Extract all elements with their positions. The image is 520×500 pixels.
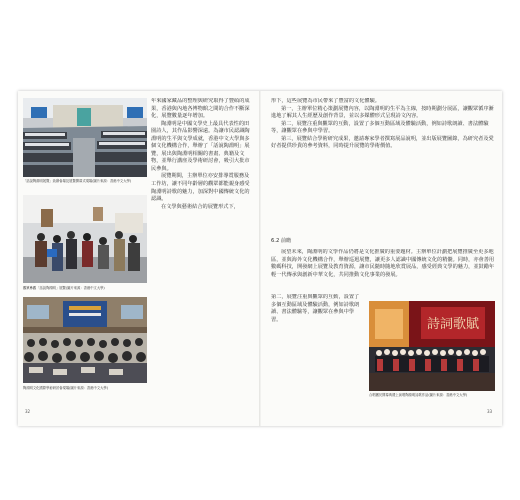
left-paragraph: 在文學與藝術結合的展覽形式下，: [161, 203, 239, 210]
photo-auditorium-caption: 「話說陶淵明展覽」致辭會場及展覽開幕式現場(圖片來源：香港中文大學): [23, 179, 132, 183]
photo-exhibition-visitors-caption: 觀眾參觀「話說陶淵明」展覽(圖片來源：香港中文大學): [23, 286, 105, 290]
photo-exhibition-visitors: [23, 195, 147, 283]
right-paragraph: 第一，主辦單位精心策劃展覽內容，以陶淵明的生平為主線，按時期劃分展區，讓觀眾循序漸進地了解其人生經歷及創作背景，並以多媒體形式呈現詩文內容。: [271, 105, 494, 120]
photo-symposium-caption: 陶淵明文化國際學術研討會現場(圖片來源：香港中文大學): [23, 386, 108, 390]
right-paragraph: 第三，展覽結合學術研究成果，邀請專家學者撰寫展品說明，並出版展覽圖錄，為研究者及愛好者提供珍貴的參考資料，同時提升展覽的學術價值。: [271, 135, 494, 150]
right-paragraph: 形下，這些展覽為市民帶來了豐富的文化體驗。: [271, 98, 380, 104]
book-spread: [18, 91, 502, 426]
right-paragraph: 展望未來，陶淵明的文學作品仍將是文化推廣的重要題材。主辦單位計劃把展覽推廣至更多地區，並與海外文化機構合作，舉辦巡迴展覽，讓更多人認識中國傳統文化的精髓。同時，亦會善用數碼科技，開發網上展覽及教育資源，讓市民隨時隨地欣賞展品，感受經典文學的魅力，並鼓勵年輕一代傳承與創新中華文化，共同推動文化事業的發展。: [271, 249, 495, 278]
photo-choir-caption: 合唱團於開幕典禮上演唱陶淵明詩歌作品(圖片來源：香港中文大學): [369, 393, 468, 397]
left-paragraph: 年來國家藏品的整理與研究取得了豐碩的成果，香港與內地各博物館之間的合作不斷深化，展覽數量逐年增加。: [151, 98, 250, 120]
photo-symposium: [23, 297, 147, 383]
right-page: [261, 91, 502, 426]
photo-auditorium: [23, 98, 147, 177]
section-heading: 6.2 前瞻: [271, 238, 292, 244]
photo-choir-performance: [369, 301, 495, 391]
right-paragraph: 第二，展覽注重與觀眾的互動，設置了多個互動區域及體驗活動，例如詩歌朗讀、書法體驗等，讓觀眾在參與中學習。: [271, 294, 360, 323]
left-text-column: [151, 98, 250, 403]
left-paragraph: 陶淵明是中國文學史上最具代表性的田園詩人，其作品影響深遠。為讓市民認識陶淵明的生平與文學成就，香港中文大學與多個文化機構合作，舉辦了「話說陶淵明」展覽，展出與陶淵明相關的書畫、典籍及文物，並舉行講座及學術研討會，吸引大批市民參與。: [151, 120, 250, 172]
page-number-right: 33: [487, 409, 493, 414]
right-paragraph: 第二，展覽注重與觀眾的互動，設置了多個互動區域及體驗活動，例如詩歌朗讀、書法體驗等，讓觀眾在參與中學習。: [271, 120, 489, 135]
banner-text: 詩詞歌賦: [426, 317, 480, 332]
left-page: [18, 91, 259, 426]
page-number-left: 32: [25, 409, 31, 414]
right-narrow-column: [271, 294, 363, 400]
right-top-text: [271, 98, 495, 234]
right-full-paragraph: [271, 249, 495, 293]
left-paragraph: 展覽期間，主辦單位亦安排導賞服務及工作坊，讓不同年齡層的觀眾都能親身感受陶淵明詩歌的魅力，加深對中國傳統文化的認識。: [151, 173, 250, 203]
